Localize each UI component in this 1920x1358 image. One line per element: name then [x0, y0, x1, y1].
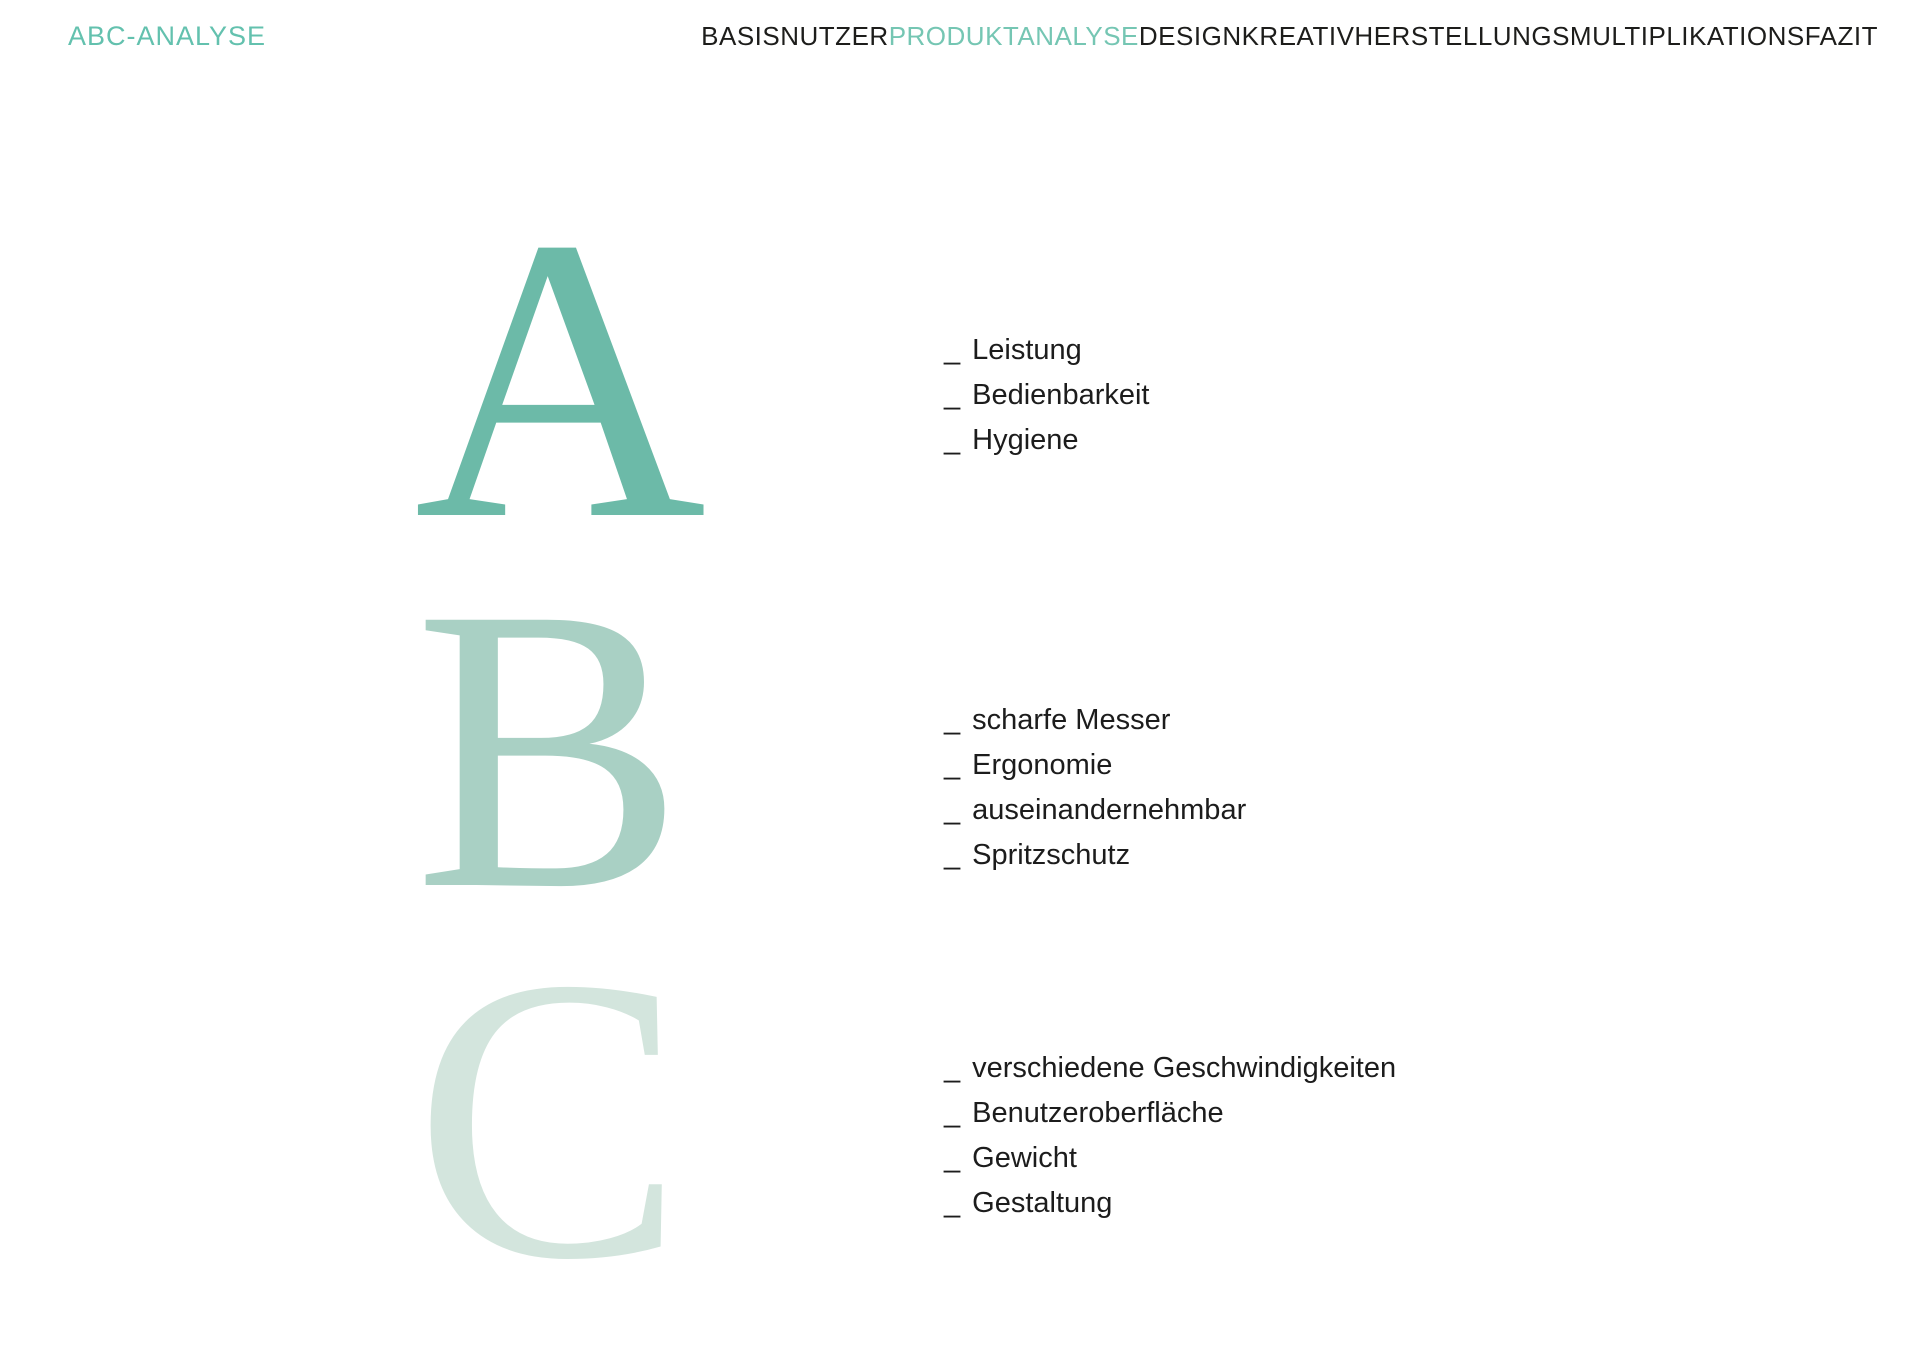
nav-item-basis[interactable]: BASIS: [701, 21, 781, 51]
list-item: [944, 328, 1149, 373]
list-item: [944, 1046, 1396, 1091]
criteria-list-a: [944, 328, 1149, 463]
nav-item-design[interactable]: DESIGN: [1138, 21, 1242, 51]
big-letter-a: A: [414, 154, 707, 603]
list-item: [944, 743, 1246, 788]
big-letter-c: C: [414, 894, 685, 1343]
bullet-underscore: _: [944, 749, 961, 781]
bullet-underscore: _: [944, 1187, 961, 1219]
bullet-underscore: _: [944, 704, 961, 736]
list-item: [944, 698, 1246, 743]
list-item-label: Spritzschutz: [972, 839, 1131, 871]
bullet-underscore: _: [944, 1097, 961, 1129]
top-navigation: [701, 21, 1878, 52]
nav-item-nutzer[interactable]: NUTZER: [780, 21, 889, 51]
list-item-label: Leistung: [972, 334, 1082, 366]
list-item: [944, 1091, 1396, 1136]
list-item: [944, 373, 1149, 418]
criteria-list-c: [944, 1046, 1396, 1226]
nav-item-produktanalyse[interactable]: PRODUKTANALYSE: [888, 21, 1139, 51]
bullet-underscore: _: [944, 424, 961, 456]
list-item-label: Bedienbarkeit: [972, 379, 1150, 411]
list-item-label: Hygiene: [972, 424, 1079, 456]
list-item: [944, 418, 1149, 463]
list-item-label: scharfe Messer: [972, 704, 1171, 736]
list-item: [944, 788, 1246, 833]
list-item-label: auseinandernehmbar: [972, 794, 1247, 826]
list-item: [944, 1136, 1396, 1181]
list-item-label: Benutzeroberfläche: [972, 1097, 1224, 1129]
bullet-underscore: _: [944, 1052, 961, 1084]
bullet-underscore: _: [944, 1142, 961, 1174]
nav-item-kreativ[interactable]: KREATIV: [1241, 21, 1355, 51]
bullet-underscore: _: [944, 379, 961, 411]
nav-item-multiplikations[interactable]: MULTIPLIKATIONS: [1569, 21, 1805, 51]
big-letter-b: B: [414, 524, 685, 973]
list-item: [944, 1181, 1396, 1226]
page-title: ABC-ANALYSE: [68, 21, 267, 51]
list-item-label: Gestaltung: [972, 1187, 1113, 1219]
criteria-list-b: [944, 698, 1246, 878]
list-item-label: verschiedene Geschwindigkeiten: [972, 1052, 1397, 1084]
nav-item-herstellungs[interactable]: HERSTELLUNGS: [1354, 21, 1570, 51]
nav-item-fazit[interactable]: FAZIT: [1804, 21, 1878, 51]
bullet-underscore: _: [944, 794, 961, 826]
bullet-underscore: _: [944, 334, 961, 366]
list-item: [944, 833, 1246, 878]
list-item-label: Gewicht: [972, 1142, 1077, 1174]
bullet-underscore: _: [944, 839, 961, 871]
list-item-label: Ergonomie: [972, 749, 1113, 781]
